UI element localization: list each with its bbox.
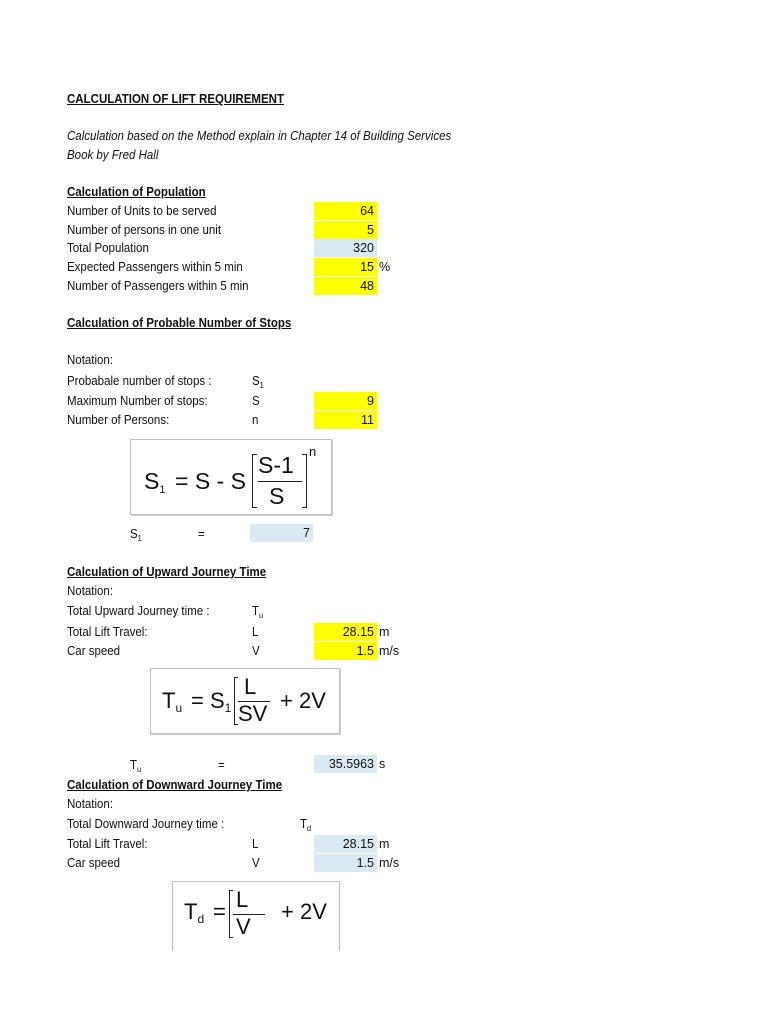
formula-lhs: S1 bbox=[144, 468, 166, 496]
formula-denominator: S bbox=[269, 483, 285, 509]
intro-line-2: Book by Fred Hall bbox=[67, 148, 159, 162]
formula-numerator: L bbox=[236, 887, 249, 912]
bracket-left bbox=[252, 454, 257, 508]
notation-label: Maximum Number of stops: bbox=[67, 394, 208, 408]
car-speed-cell[interactable]: 1.5 bbox=[314, 642, 377, 660]
meter-unit: m bbox=[379, 625, 390, 639]
notation-label: Total Downward Journey time : bbox=[67, 817, 225, 831]
upward-time-result-cell[interactable]: 35.5963 bbox=[314, 755, 377, 773]
lift-travel-cell[interactable]: 28.15 bbox=[314, 623, 377, 641]
notation-label: Car speed bbox=[67, 644, 121, 658]
meter-unit: m bbox=[379, 837, 390, 851]
passengers-5min-cell[interactable]: 48 bbox=[314, 277, 377, 295]
seconds-unit: s bbox=[379, 757, 386, 771]
persons-cell[interactable]: 11 bbox=[314, 411, 377, 429]
formula-middle: = S1 bbox=[191, 688, 232, 715]
formula-numerator: L bbox=[244, 674, 257, 699]
formula-lhs: Tu bbox=[162, 688, 183, 715]
upward-notation: Notation: bbox=[67, 584, 114, 598]
population-heading: Calculation of Population bbox=[67, 185, 206, 199]
result-equals: = bbox=[218, 758, 225, 772]
notation-symbol: V bbox=[252, 644, 260, 658]
intro-line-1: Calculation based on the Method explain in Chapter 14 of Building Services bbox=[67, 129, 452, 143]
formula-numerator: S-1 bbox=[258, 452, 294, 478]
stops-heading: Calculation of Probable Number of Stops bbox=[67, 316, 292, 330]
downward-notation: Notation: bbox=[67, 797, 114, 811]
formula-lhs: Td bbox=[184, 899, 205, 926]
notation-symbol: $S_1$ bbox=[252, 374, 264, 390]
notation-symbol: $T_d$ bbox=[300, 817, 312, 833]
upward-heading: Calculation of Upward Journey Time bbox=[67, 565, 267, 579]
formula-middle: = S - S bbox=[175, 468, 246, 494]
result-equals: = bbox=[198, 527, 205, 541]
total-population-cell[interactable]: 320 bbox=[314, 239, 377, 257]
result-symbol: $T_u$ bbox=[130, 758, 142, 774]
formula-middle: = bbox=[213, 899, 226, 924]
population-label: Number of persons in one unit bbox=[67, 223, 222, 237]
population-label: Total Population bbox=[67, 241, 149, 255]
bracket-right bbox=[302, 454, 307, 508]
formula-exponent: n bbox=[309, 444, 317, 459]
result-symbol: $S_1$ bbox=[130, 527, 142, 543]
upward-formula-box bbox=[150, 668, 340, 734]
formula-tail: + 2V bbox=[280, 688, 326, 713]
notation-symbol: S bbox=[252, 394, 260, 408]
formula-denominator: V bbox=[236, 914, 251, 939]
max-stops-cell[interactable]: 9 bbox=[314, 392, 377, 410]
notation-symbol: L bbox=[252, 837, 259, 851]
speed-unit: m/s bbox=[379, 856, 400, 870]
percent-unit: % bbox=[379, 260, 391, 274]
population-label: Number of Passengers within 5 min bbox=[67, 279, 249, 293]
stops-formula-box bbox=[130, 439, 332, 515]
notation-symbol: n bbox=[252, 413, 259, 427]
population-label: Number of Units to be served bbox=[67, 204, 217, 218]
speed-unit: m/s bbox=[379, 644, 400, 658]
downward-lift-travel-cell[interactable]: 28.15 bbox=[314, 835, 377, 853]
stops-notation: Notation: bbox=[67, 353, 114, 367]
probable-stops-result-cell[interactable]: 7 bbox=[250, 524, 313, 542]
downward-formula-box bbox=[172, 881, 340, 951]
notation-label: Number of Persons: bbox=[67, 413, 170, 427]
notation-symbol: $T_u$ bbox=[252, 604, 264, 620]
notation-symbol: L bbox=[252, 625, 259, 639]
formula-tail: + 2V bbox=[281, 899, 327, 924]
notation-label: Probabale number of stops : bbox=[67, 374, 212, 388]
notation-label: Total Lift Travel: bbox=[67, 837, 148, 851]
formula-denominator: SV bbox=[238, 701, 268, 726]
downward-car-speed-cell[interactable]: 1.5 bbox=[314, 854, 377, 872]
population-label: Expected Passengers within 5 min bbox=[67, 260, 243, 274]
downward-heading: Calculation of Downward Journey Time bbox=[67, 778, 283, 792]
notation-label: Total Upward Journey time : bbox=[67, 604, 210, 618]
notation-symbol: V bbox=[252, 856, 260, 870]
page-title: CALCULATION OF LIFT REQUIREMENT bbox=[67, 92, 284, 106]
persons-per-unit-cell[interactable]: 5 bbox=[314, 221, 377, 239]
notation-label: Car speed bbox=[67, 856, 121, 870]
notation-label: Total Lift Travel: bbox=[67, 625, 148, 639]
fraction-bar bbox=[258, 481, 302, 482]
expected-passengers-cell[interactable]: 15 bbox=[314, 258, 377, 276]
units-served-cell[interactable]: 64 bbox=[314, 202, 377, 220]
